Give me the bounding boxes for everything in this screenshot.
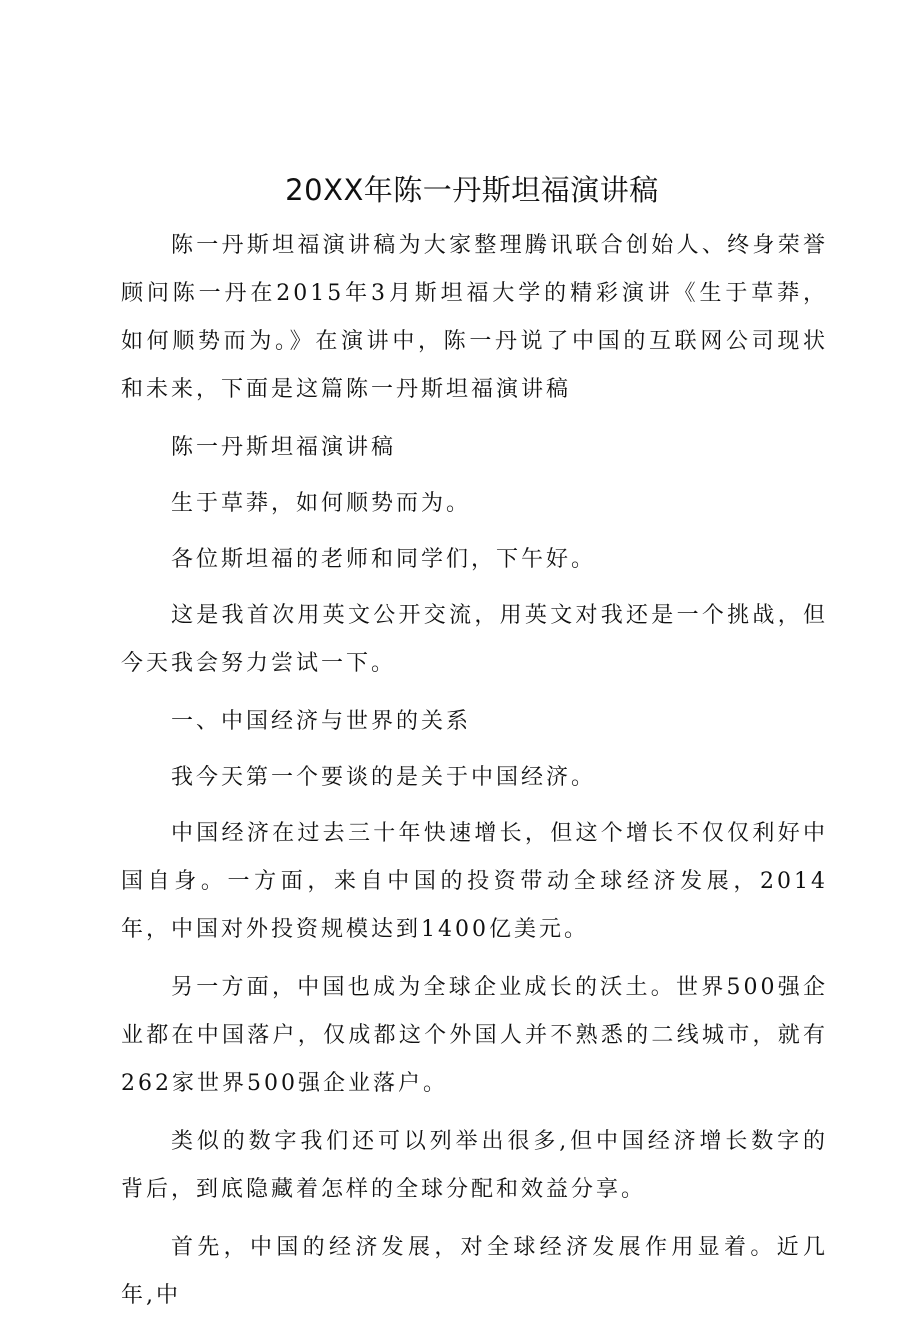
document-title: 20XX年陈一丹斯坦福演讲稿 [285, 173, 659, 207]
enterprise-growth-paragraph: 另一方面，中国也成为全球企业成长的沃土。世界500强企业都在中国落户，仅成都这个外国人并不熟悉的二线城市，就有262家世界500强企业落户。 [121, 975, 828, 1096]
distribution-paragraph: 类似的数字我们还可以列举出很多,但中国经济增长数字的背后，到底隐藏着怎样的全球分配和效益分享。 [121, 1129, 828, 1202]
speech-subtitle-line: 生于草莽，如何顺势而为。 [171, 491, 472, 516]
economy-growth-paragraph: 中国经济在过去三十年快速增长，但这个增长不仅仅利好中国自身。一方面，来自中国的投资带动全球经济发展，2014年，中国对外投资规模达到1400亿美元。 [121, 821, 828, 942]
first-point-paragraph: 首先，中国的经济发展，对全球经济发展作用显着。近几年,中 [121, 1235, 828, 1308]
section-intro-paragraph: 我今天第一个要谈的是关于中国经济。 [171, 765, 597, 790]
greeting-paragraph: 各位斯坦福的老师和同学们，下午好。 [171, 547, 597, 572]
intro-paragraph: 陈一丹斯坦福演讲稿为大家整理腾讯联合创始人、终身荣誉顾问陈一丹在2015年3月斯坦福大学的精彩演讲《生于草莽，如何顺势而为。》在演讲中，陈一丹说了中国的互联网公司现状和未来，下面是这篇陈一丹斯坦福演讲稿 [121, 233, 828, 402]
section-heading: 一、中国经济与世界的关系 [171, 709, 472, 734]
opening-paragraph: 这是我首次用英文公开交流，用英文对我还是一个挑战，但今天我会努力尝试一下。 [121, 603, 828, 676]
speech-title-line: 陈一丹斯坦福演讲稿 [171, 435, 397, 460]
